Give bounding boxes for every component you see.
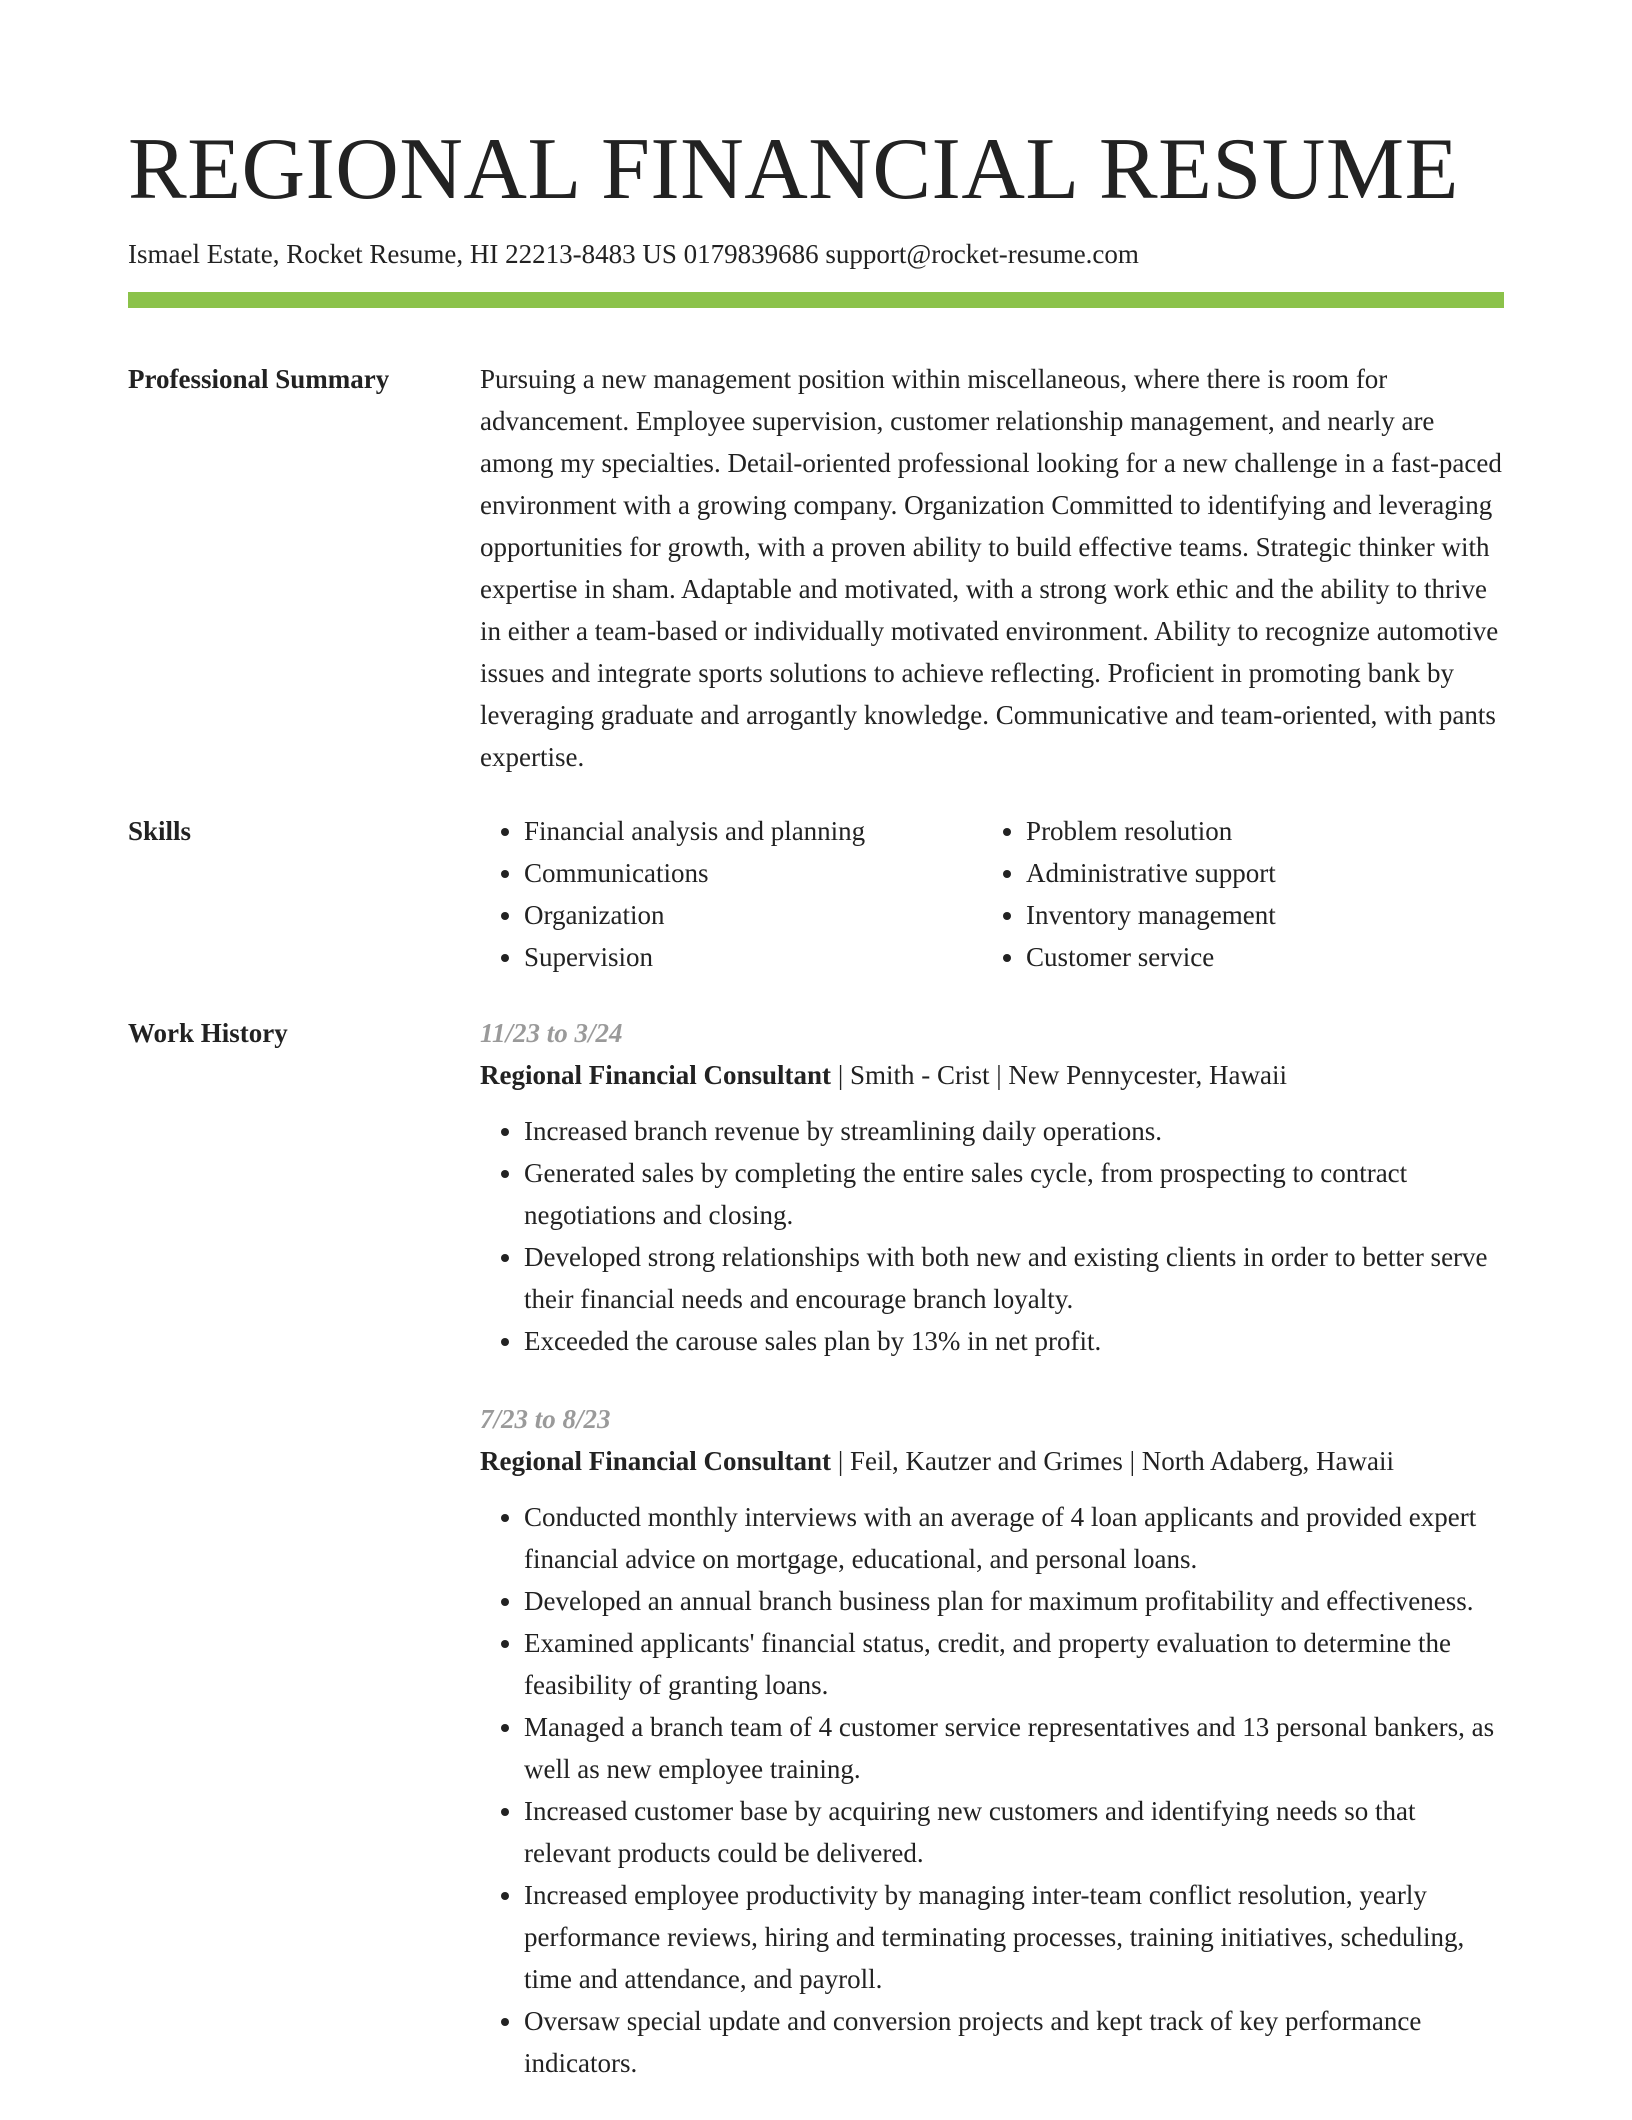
skills-section: [128, 810, 1504, 978]
job-title: Regional Financial Consultant: [480, 1060, 832, 1090]
skill-item: • Administrative support: [1026, 852, 1504, 894]
job-bullet: • Developed an annual branch business plan for maximum profitability and effectiveness.: [524, 1580, 1504, 1622]
skill-item: • Problem resolution: [1026, 810, 1504, 852]
job-details: | Smith - Crist | New Pennycester, Hawaii: [831, 1060, 1287, 1090]
job-bullet: • Developed strong relationships with both new and existing clients in order to better serve their financial needs and encourage branch loyalty.: [524, 1236, 1504, 1320]
skill-item: • Customer service: [1026, 936, 1504, 978]
accent-divider: [128, 292, 1504, 308]
summary-body: [480, 358, 1504, 778]
skills-list-right: [982, 810, 1504, 978]
skill-item: • Communications: [524, 852, 982, 894]
job-title-line: [480, 1440, 1504, 1482]
job-bullet: • Increased branch revenue by streamlining daily operations.: [524, 1110, 1504, 1152]
job-entry: [480, 1012, 1504, 1362]
job-bullet: • Increased employee productivity by managing inter-team conflict resolution, yearly performance reviews, hiring and terminating processes, training initiatives, scheduling, time and attendance, and payroll.: [524, 1874, 1504, 2000]
job-bullet: • Oversaw special update and conversion projects and kept track of key performance indicators.: [524, 2000, 1504, 2084]
skill-item: • Inventory management: [1026, 894, 1504, 936]
section-label-summary: Professional Summary: [128, 364, 390, 394]
skills-grid: [480, 810, 1504, 978]
work-history-section: [128, 1012, 1504, 2120]
job-details: | Feil, Kautzer and Grimes | North Adaberg, Hawaii: [831, 1446, 1394, 1476]
professional-summary-section: [128, 358, 1504, 778]
section-label-skills: Skills: [128, 816, 192, 846]
skill-item: • Financial analysis and planning: [524, 810, 982, 852]
job-bullet: • Managed a branch team of 4 customer service representatives and 13 personal bankers, as well as new employee training.: [524, 1706, 1504, 1790]
job-bullet-list: [480, 1496, 1504, 2084]
job-bullet: • Examined applicants' financial status, credit, and property evaluation to determine the feasibility of granting loans.: [524, 1622, 1504, 1706]
section-label-work: Work History: [128, 1018, 288, 1048]
resume-page: [128, 0, 1504, 2120]
job-bullet-list: [480, 1110, 1504, 1362]
job-bullet: • Exceeded the carouse sales plan by 13% in net profit.: [524, 1320, 1504, 1362]
job-bullet: • Conducted monthly interviews with an average of 4 loan applicants and provided expert financial advice on mortgage, educational, and personal loans.: [524, 1496, 1504, 1580]
summary-text: Pursuing a new management position within miscellaneous, where there is room for advancement. Employee supervision, customer relationship management, and nearly are among my specialties. Detail-oriented professional looking for a new challenge in a fast-paced environment with a growing company. Organization Committed to identifying and leveraging opportunities for growth, with a proven ability to build effective teams. Strategic thinker with expertise in sham. Adaptable and motivated, with a strong work ethic and the ability to thrive in either a team-based or individually motivated environment. Ability to recognize automotive issues and integrate sports solutions to achieve reflecting. Proficient in promoting bank by leveraging graduate and arrogantly knowledge. Communicative and team-oriented, with pants expertise.: [480, 364, 1502, 772]
job-dates: 11/23 to 3/24: [480, 1018, 623, 1048]
skill-item: • Supervision: [524, 936, 982, 978]
skills-list-left: [480, 810, 982, 978]
work-body: [480, 1012, 1504, 2120]
job-title: Regional Financial Consultant: [480, 1446, 832, 1476]
resume-title: REGIONAL FINANCIAL RESUME: [128, 121, 1459, 218]
job-dates: 7/23 to 8/23: [480, 1404, 611, 1434]
job-bullet: • Increased customer base by acquiring new customers and identifying needs so that relevant products could be delivered.: [524, 1790, 1504, 1874]
skill-item: • Organization: [524, 894, 982, 936]
job-bullet: • Generated sales by completing the entire sales cycle, from prospecting to contract negotiations and closing.: [524, 1152, 1504, 1236]
job-entry: [480, 1398, 1504, 2084]
job-title-line: [480, 1054, 1504, 1096]
contact-line: Ismael Estate, Rocket Resume, HI 22213-8483 US 0179839686 support@rocket-resume.com: [128, 239, 1139, 269]
